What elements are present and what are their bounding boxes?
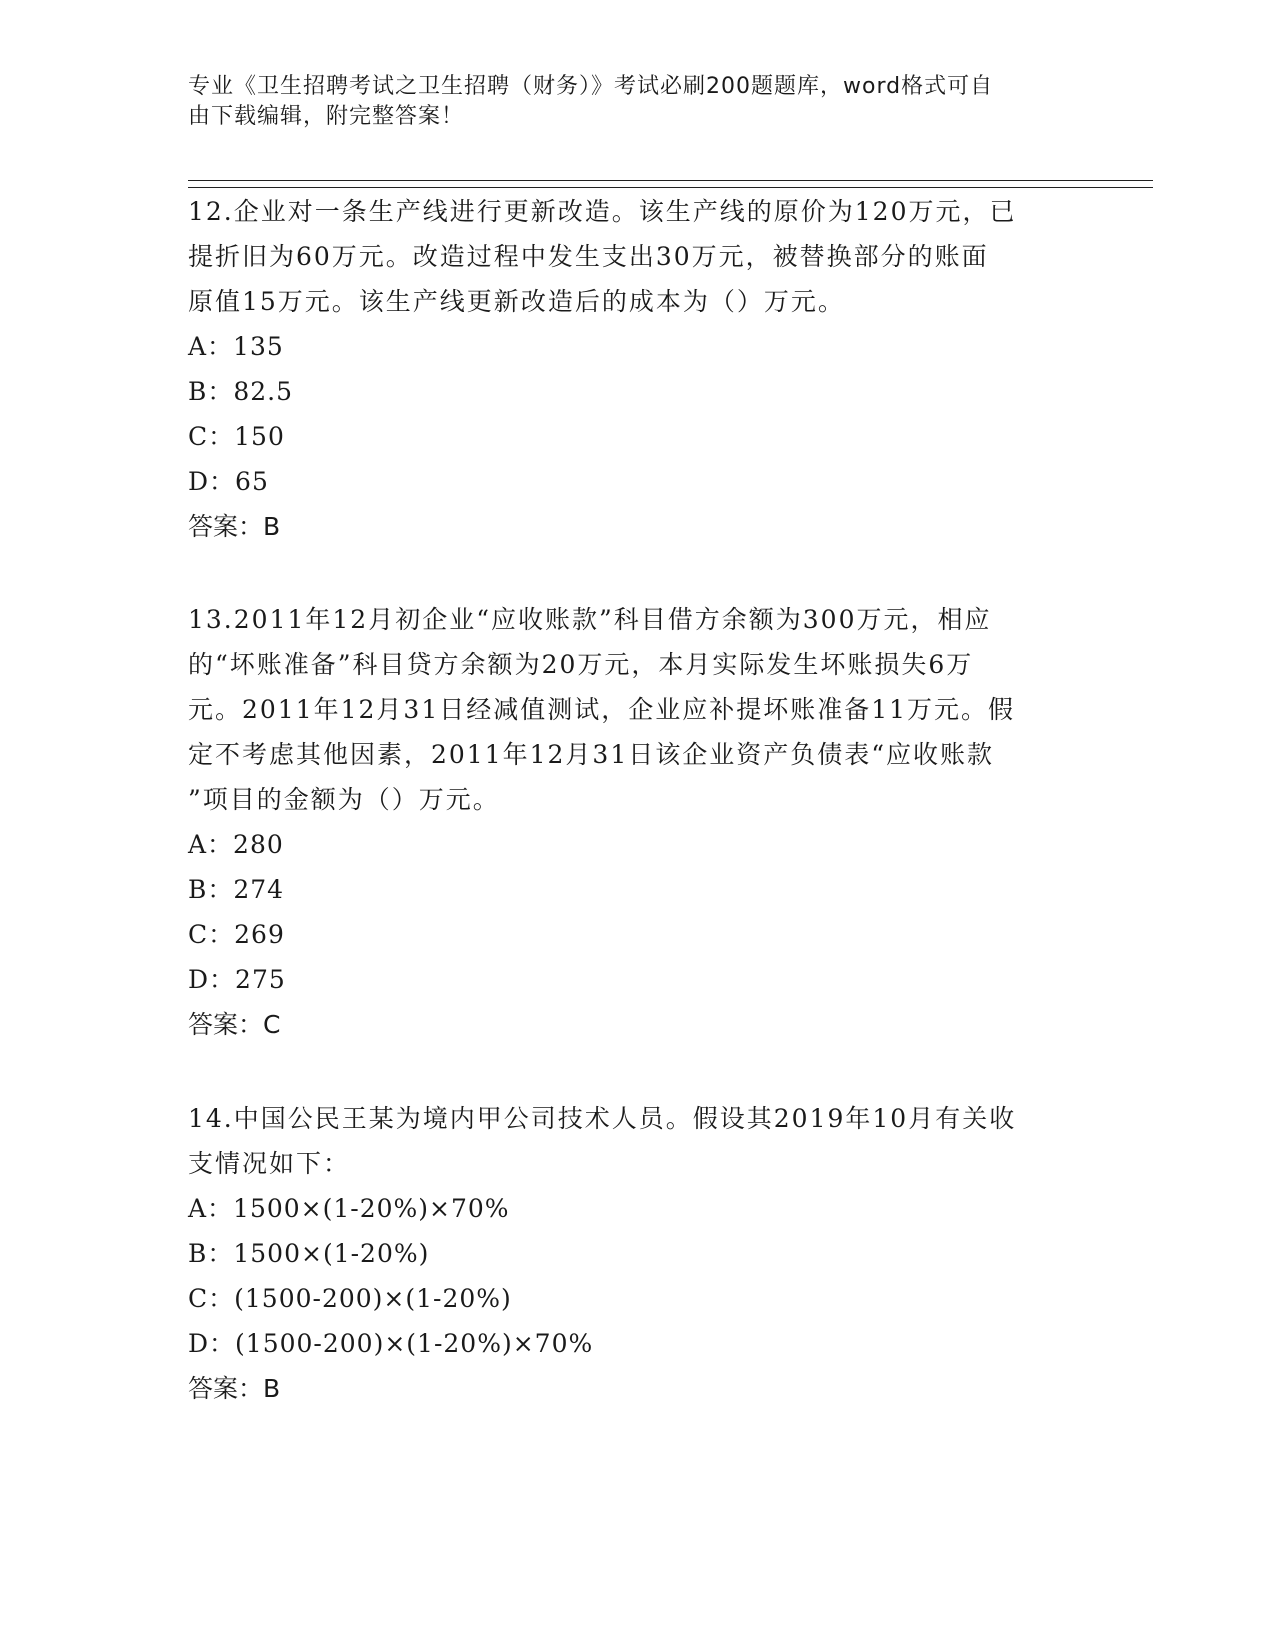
header-title-line-1: 专业《卫生招聘考试之卫生招聘（财务）》考试必刷200题题库，word格式可自: [188, 74, 994, 99]
header-double-rule: [188, 180, 1153, 188]
option-c: C：150: [188, 422, 285, 451]
option-c: C：269: [188, 920, 285, 949]
question-stem-line: 提折旧为60万元。改造过程中发生支出30万元，被替换部分的账面: [188, 242, 989, 271]
question-stem-line: 支情况如下：: [188, 1149, 351, 1178]
option-a: A：280: [188, 830, 284, 859]
header-title-line-2: 由下载编辑，附完整答案！: [188, 104, 465, 129]
option-b: B：82.5: [188, 377, 294, 406]
option-d: D：(1500-200)×(1-20%)×70%: [188, 1329, 594, 1358]
answer-line: 答案：B: [188, 512, 281, 541]
question-stem-line: 13.2011年12月初企业“应收账款”科目借方余额为300万元，相应: [188, 605, 992, 634]
question-stem-line: 12.企业对一条生产线进行更新改造。该生产线的原价为120万元，已: [188, 197, 1017, 226]
question-stem-line: 的“坏账准备”科目贷方余额为20万元，本月实际发生坏账损失6万: [188, 650, 974, 679]
question-stem-line: ”项目的金额为（）万元。: [188, 785, 500, 814]
document-header: [188, 72, 1068, 132]
question-13: [188, 597, 1088, 1047]
option-d: D：65: [188, 467, 269, 496]
option-d: D：275: [188, 965, 286, 994]
option-b: B：274: [188, 875, 285, 904]
question-stem-line: 定不考虑其他因素，2011年12月31日该企业资产负债表“应收账款: [188, 740, 995, 769]
question-stem-line: 14.中国公民王某为境内甲公司技术人员。假设其2019年10月有关收: [188, 1104, 1017, 1133]
answer-line: 答案：B: [188, 1374, 281, 1403]
option-c: C：(1500-200)×(1-20%): [188, 1284, 512, 1313]
question-14: [188, 1096, 1088, 1411]
question-stem-line: 原值15万元。该生产线更新改造后的成本为（）万元。: [188, 287, 845, 316]
answer-line: 答案：C: [188, 1010, 281, 1039]
option-b: B：1500×(1-20%): [188, 1239, 430, 1268]
option-a: A：135: [188, 332, 284, 361]
question-stem-line: 元。2011年12月31日经减值测试，企业应补提坏账准备11万元。假: [188, 695, 1016, 724]
option-a: A：1500×(1-20%)×70%: [188, 1194, 510, 1223]
question-12: [188, 189, 1088, 549]
